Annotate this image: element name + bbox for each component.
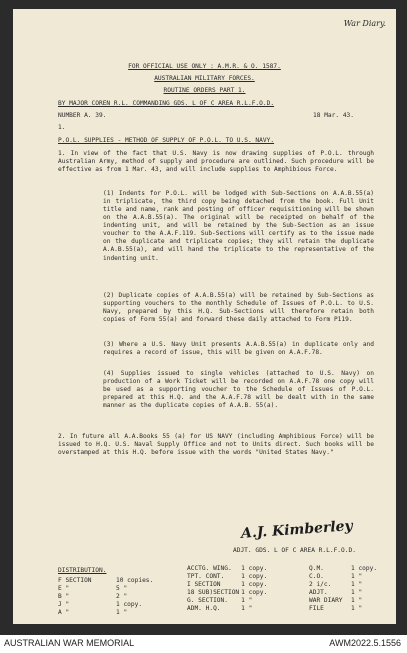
item-number: 1. [58, 124, 66, 131]
distribution-row: FILE 1 " [309, 605, 363, 613]
officer-signature: A.J. Kimberley [240, 518, 354, 542]
sub-paragraph-2: (2) Duplicate copies of A.A.B.55(a) will be retained by Sub-Sections as supporting vouchers to the monthly Schedule of Issues of P.O.L. to U.S. Navy, prepared by this H.Q. Sub-Sections will therefore retain both copies of Form 55(a) and forward these daily attached to Form P119. [103, 292, 374, 324]
subject-heading: P.O.L. SUPPLIES - METHOD OF SUPPLY OF P.O.L. TO U.S. NAVY. [58, 137, 275, 144]
sub-paragraph-4: (4) Supplies issued to single vehicles (attached to U.S. Navy) on production of a Work Ticket will be recorded on A.A.F.78 one copy will be used as a supporting voucher to the Schedule of Issues of P.O.L. prepared at this H.Q. and the A.A.F.78 will be dealt with in the same manner as the duplicate copies of A.A.B. 55(a). [103, 370, 374, 410]
distribution-row: ADJT. 1 " [309, 589, 363, 597]
accession-number: AWM2022.5.1556 [329, 638, 401, 648]
distribution-row: WAR DIARY 1 " [309, 597, 363, 605]
archive-source-label: AUSTRALIAN WAR MEMORIAL [4, 638, 135, 648]
distribution-row: ACCTG. WING. 1 copy. [187, 565, 268, 572]
distribution-row: 2 i/c. 1 " [309, 581, 363, 589]
war-diary-handwritten-note: War Diary. [343, 19, 386, 28]
distribution-label: DISTRIBUTION. [58, 567, 107, 574]
distribution-row: J " 1 copy. [58, 601, 143, 609]
distribution-row: Q.M. 1 copy. [309, 565, 378, 572]
distribution-row: 18 SUB)SECTION 1 copy. [187, 589, 268, 597]
order-number: NUMBER A. 39. [58, 112, 107, 119]
order-date: 18 Mar. 43. [313, 112, 354, 119]
sub-paragraph-3: (3) Where a U.S. Navy Unit presents A.A.B.55(a) in duplicate only and requires a record of issue, this will be given on A.A.F.78. [103, 341, 374, 357]
force-title: AUSTRALIAN MILITARY FORCES. [154, 75, 255, 82]
distribution-row: B " 2 " [58, 593, 128, 601]
classification-header: FOR OFFICIAL USE ONLY : A.M.R. & O. 1587. [128, 63, 281, 70]
distribution-row: G. SECTION. 1 " [187, 597, 253, 605]
distribution-left-column [58, 577, 155, 617]
paragraph-2: 2. In future all A.A.Books 55 (a) for US NAVY (including Amphibious Force) will be issued to H.Q. U.S. Naval Supply Office and not to Units direct. Such books will be overstamped at this H.Q. before issue with the words "United States Navy." [58, 433, 374, 457]
commanding-line: BY MAJOR COREN R.L. COMMANDING GDS. L OF C AREA R.L.F.O.D. [58, 100, 275, 107]
distribution-middle-column [187, 565, 269, 613]
distribution-right-column [309, 565, 379, 613]
archive-footer [0, 635, 407, 653]
orders-part-title: ROUTINE ORDERS PART 1. [163, 87, 246, 94]
distribution-row: C.O. 1 " [309, 573, 363, 581]
distribution-row: ADM. H.Q. 1 " [187, 605, 253, 613]
distribution-row: A " 1 " [58, 609, 128, 617]
paragraph-1: 1. In view of the fact that U.S. Navy is now drawing supplies of P.O.L. through Australian Army, method of supply and procedure are outlined. Such procedure will be effective as from 1 Mar. 43, and will include supplies to Amphibious Force. [58, 150, 374, 174]
signature-title: ADJT. GDS. L OF C AREA R.L.F.O.D. [233, 547, 356, 554]
sub-paragraph-1: (1) Indents for P.O.L. will be lodged with Sub-Sections on A.A.B.55(a) in triplicate, the third copy being detached from the book. Full Unit title and name, rank and posting of officer requisitioning will be shown on the A.A.B.55(a). The original will be receipted on behalf of the indenting unit, and will be retained by the Sub-Section as an issue voucher to the A.A.F.119. Sub-Sections will certify as to the issue made on the duplicate and triplicate copies; they will retain the duplicate A.A.B.55(a), and will hand the triplicate to the representative of the indenting unit. [103, 190, 374, 262]
distribution-row: F SECTION 10 copies. [58, 577, 154, 584]
distribution-row: I SECTION 1 copy. [187, 581, 268, 589]
distribution-row: E " 5 " [58, 585, 128, 593]
document-page [13, 9, 396, 624]
distribution-row: TPT. CONT. 1 copy. [187, 573, 268, 581]
